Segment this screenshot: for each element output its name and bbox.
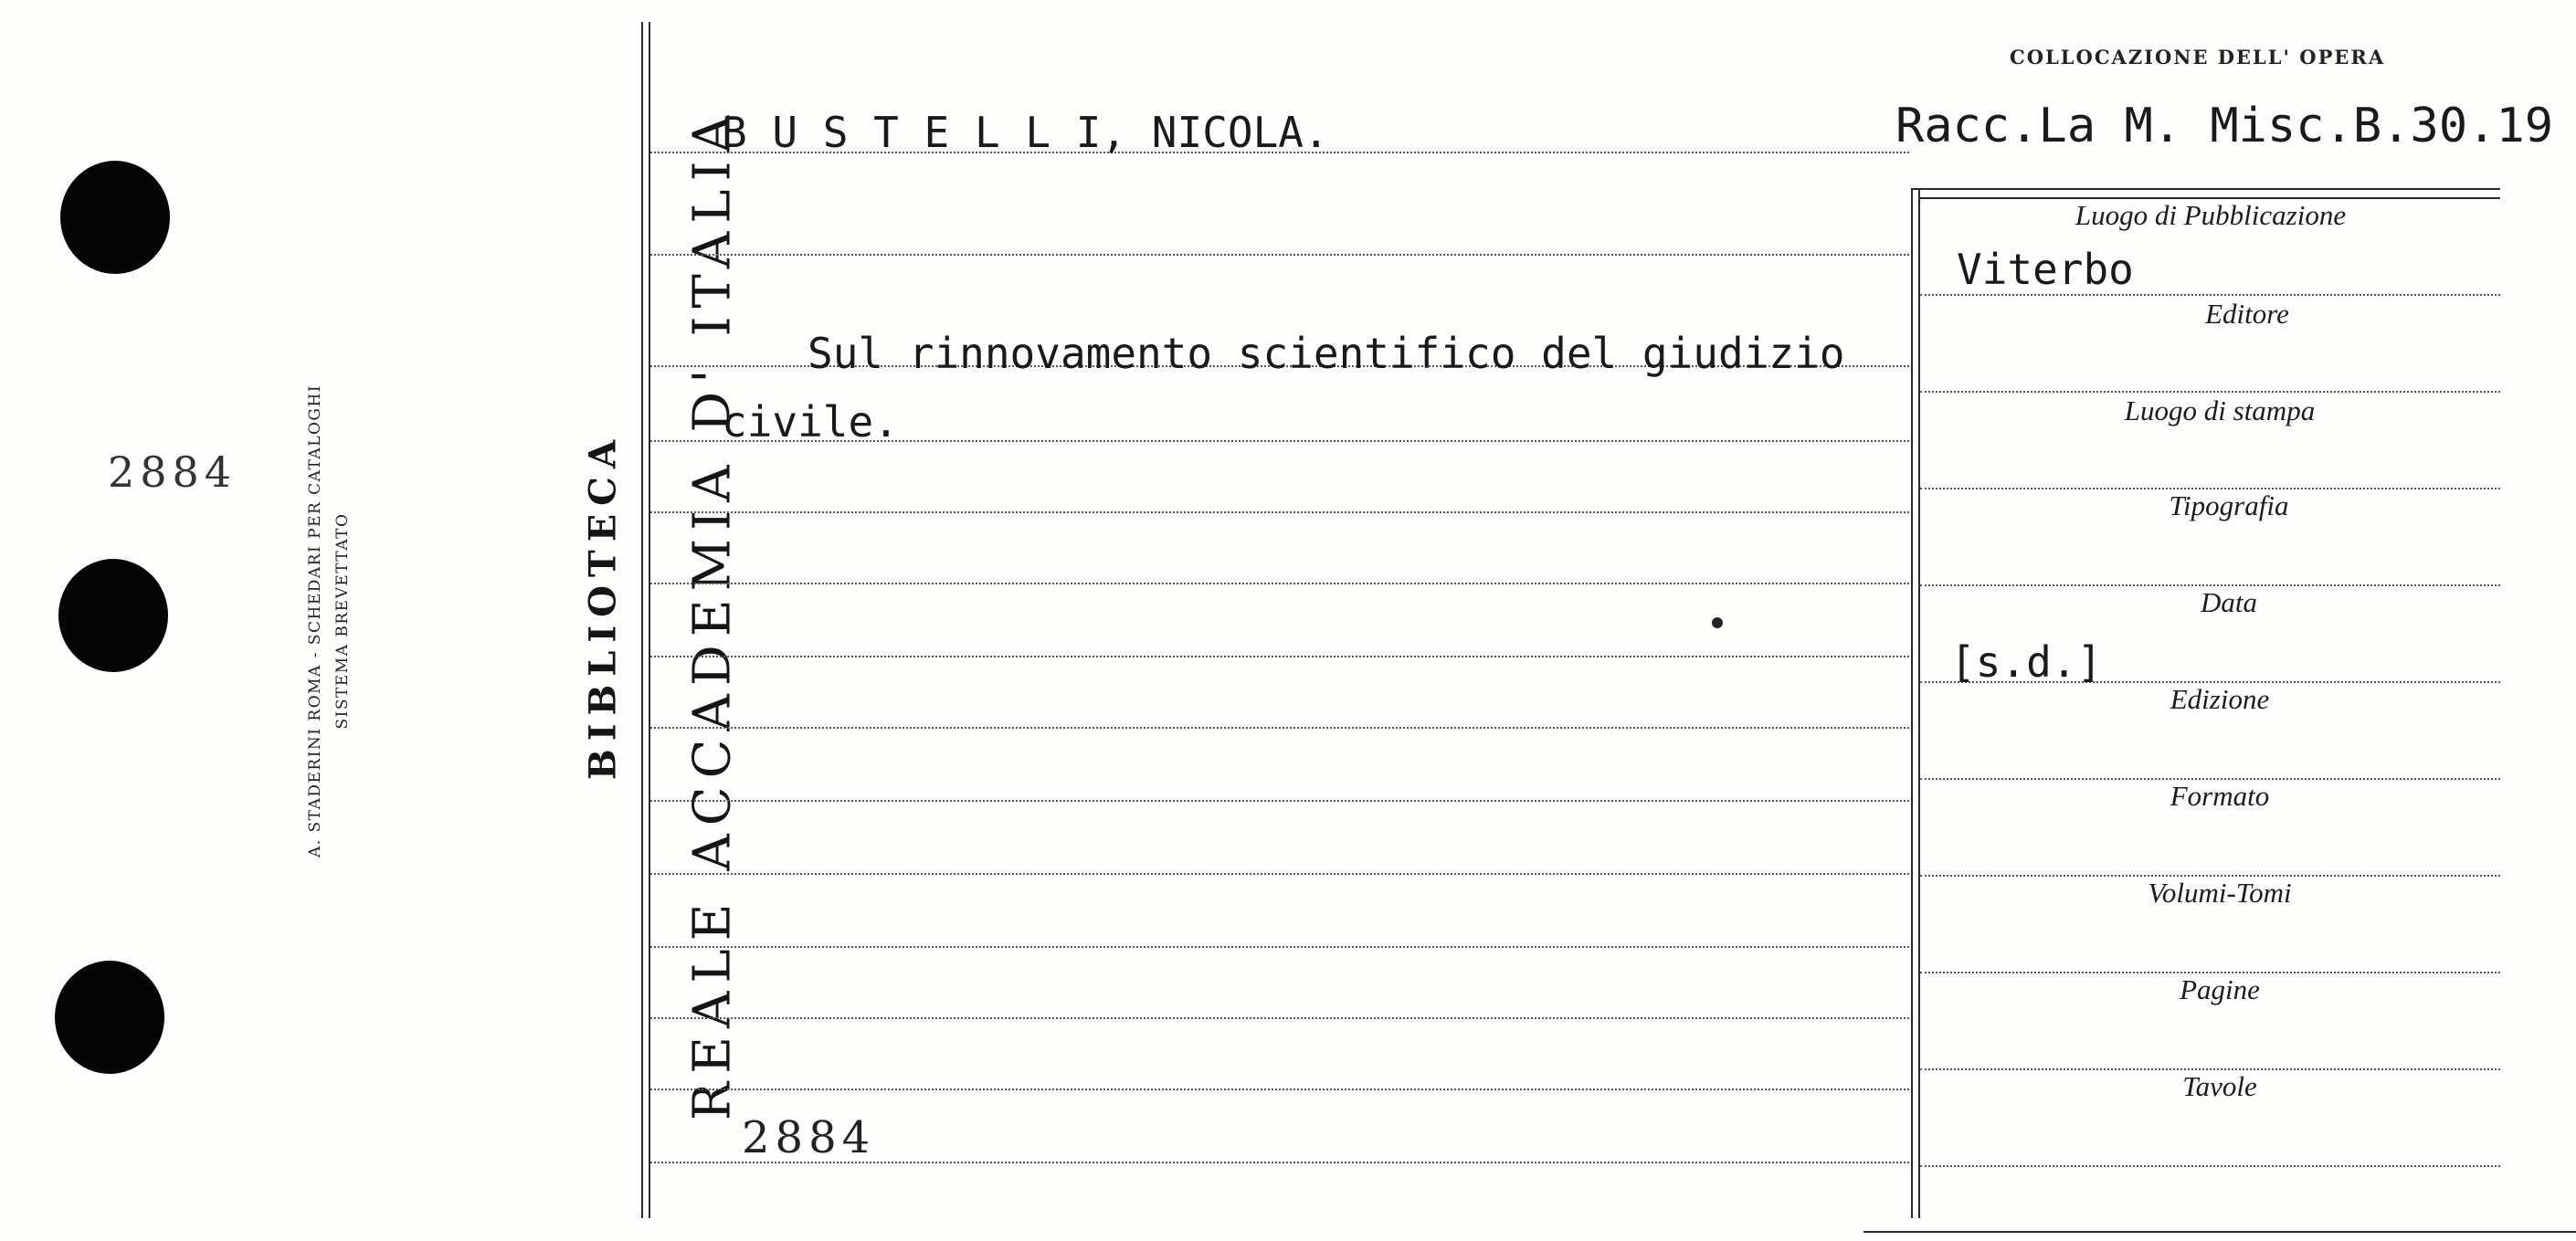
tipografia-label: Tipografia (2169, 489, 2289, 521)
title-line-1: Sul rinnovamento scientifico del giudizio (808, 329, 1845, 378)
printer-imprint (301, 384, 356, 858)
library-name: BIBLIOTECA (581, 431, 625, 781)
punch-hole-top (60, 161, 170, 274)
author-heading: B U S T E L L I, NICOLA. (722, 108, 1329, 157)
catalog-number-margin: 2884 (108, 447, 238, 497)
tavole-label: Tavole (2182, 1070, 2257, 1102)
field-line (1920, 1165, 2500, 1167)
catalog-number-bottom: 2884 (742, 1112, 876, 1163)
ruled-line (650, 800, 1909, 802)
field-line (1920, 294, 2500, 296)
call-number: Racc.La M. Misc.B.30.19 (1895, 99, 2554, 153)
ruled-line (650, 1089, 1909, 1090)
fields-column-top-line (1911, 188, 2500, 190)
ruled-line (650, 946, 1909, 948)
edizione-label: Edizione (2170, 683, 2270, 715)
luogo-pubblicazione-label: Luogo di Pubblicazione (2075, 199, 2347, 231)
ruled-line (650, 727, 1909, 729)
formato-label: Formato (2170, 780, 2270, 812)
field-line (1920, 391, 2500, 393)
title-line-2: civile. (722, 397, 899, 447)
ruled-line (650, 511, 1909, 513)
ruled-line (650, 1017, 1909, 1019)
luogo-stampa-label: Luogo di stampa (2124, 394, 2316, 426)
ruled-line (650, 656, 1909, 657)
frame-left-line-1 (641, 22, 643, 1218)
frame-left-line-2 (649, 22, 650, 1218)
collocazione-label: COLLOCAZIONE DELL' OPERA (2010, 46, 2386, 68)
ruled-line (650, 873, 1909, 875)
punch-hole-middle (58, 559, 168, 672)
ruled-line (650, 254, 1909, 256)
ruled-line (650, 583, 1909, 584)
punch-hole-bottom (55, 961, 164, 1074)
academy-name: REALE ACCADEMIA D' ITALIA (682, 107, 743, 1121)
data-label: Data (2201, 586, 2257, 618)
card-bottom-line (1863, 1231, 2576, 1233)
volumi-tomi-label: Volumi-Tomi (2148, 877, 2292, 909)
ink-speck (1712, 617, 1723, 628)
fields-column-line-1 (1911, 188, 1913, 1218)
printer-line-1: A. STADERINI ROMA - SCHEDARI PER CATALOGHI (306, 384, 324, 858)
editore-label: Editore (2205, 298, 2289, 330)
data-value: [s.d.] (1950, 637, 2103, 687)
fields-column-line-2 (1918, 188, 1920, 1218)
luogo-pubblicazione-value: Viterbo (1957, 245, 2134, 294)
pagine-label: Pagine (2180, 973, 2260, 1005)
printer-line-2: SISTEMA BREVETTATO (333, 512, 352, 730)
